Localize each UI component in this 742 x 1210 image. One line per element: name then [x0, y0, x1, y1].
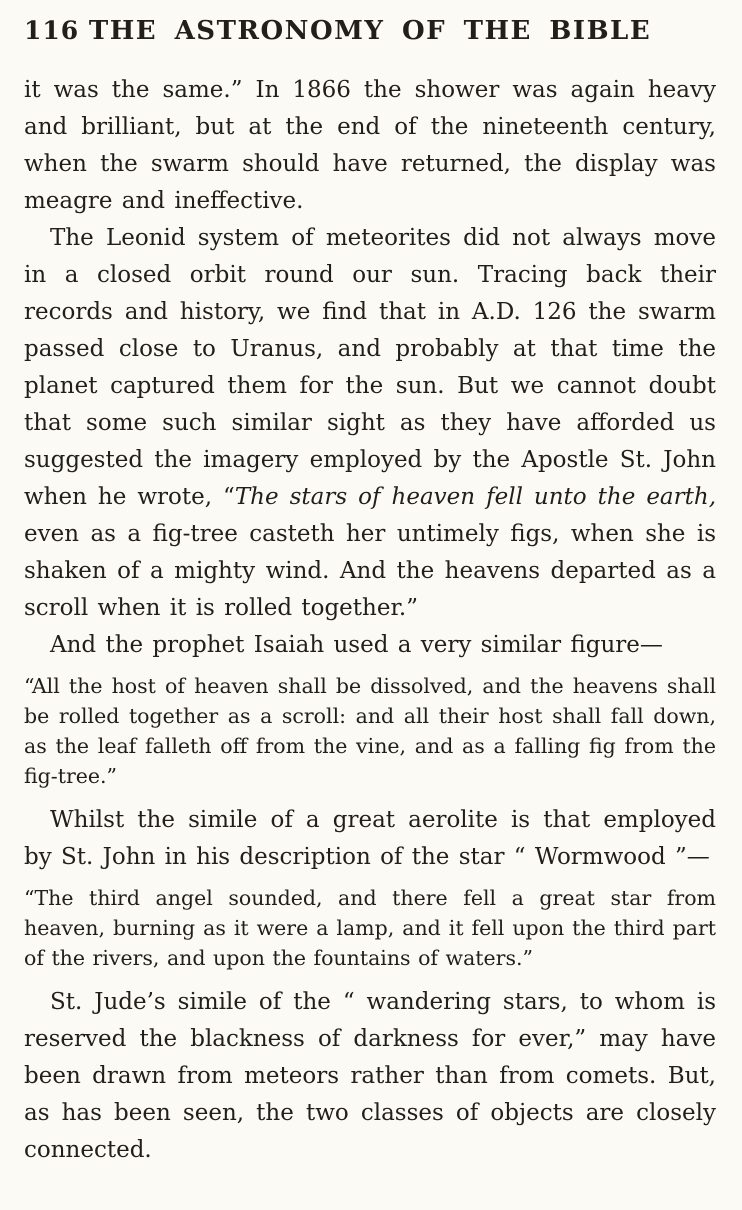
running-header: [24, 14, 716, 58]
text-run: Whilst the simile of a great aerolite is that employed by St. John in his description of the star “ Wormwood ”—: [24, 807, 716, 870]
text-run: it was the same.” In 1866 the shower was again heavy and brilliant, but at the end of the nineteenth century, when the swarm should have returned, the display was meagre and ineffective.: [24, 77, 716, 214]
paragraph: [24, 802, 716, 876]
text-run: And the prophet Isaiah used a very similar figure—: [50, 632, 663, 658]
text-run: The stars of heaven fell unto the earth,: [234, 484, 717, 510]
page-body: [24, 72, 716, 1169]
text-run: “The third angel sounded, and there fell a great star from heaven, burning as it were a lamp, and it fell upon the third part of the rivers, and upon the fountains of waters.”: [24, 886, 716, 970]
text-run: The Leonid system of meteorites did not always move in a closed orbit round our sun. Tracing back their records and history, we find that in A.D. 126 the swarm passed close to Uranus, and probably at that time the planet captured them for the sun. But we cannot doubt that some such similar sight as they have afforded us suggested the imagery employed by the Apostle St. John when he wrote, “: [24, 225, 716, 510]
page-title: THE ASTRONOMY OF THE BIBLE: [88, 16, 652, 46]
paragraph: [24, 984, 716, 1169]
paragraph: [24, 627, 716, 664]
text-run: St. Jude’s simile of the “ wandering stars, to whom is reserved the blackness of darkness for ever,” may have been drawn from meteors rather than from comets. But, as has been seen, the two classes of objects are closely connected.: [24, 989, 716, 1163]
page-number: 116: [24, 16, 80, 45]
paragraph: [24, 220, 716, 627]
scripture-quote: [24, 883, 716, 973]
text-run: even as a fig-tree casteth her untimely figs, when she is shaken of a mighty wind. And the heavens departed as a scroll when it is rolled together.”: [24, 521, 716, 621]
paragraph: [24, 72, 716, 220]
text-run: “All the host of heaven shall be dissolved, and the heavens shall be rolled together as a scroll: and all their host shall fall down, as the leaf falleth off from the vine, and as a falling fig from the fig-tree.”: [24, 674, 716, 788]
scripture-quote: [24, 671, 716, 791]
